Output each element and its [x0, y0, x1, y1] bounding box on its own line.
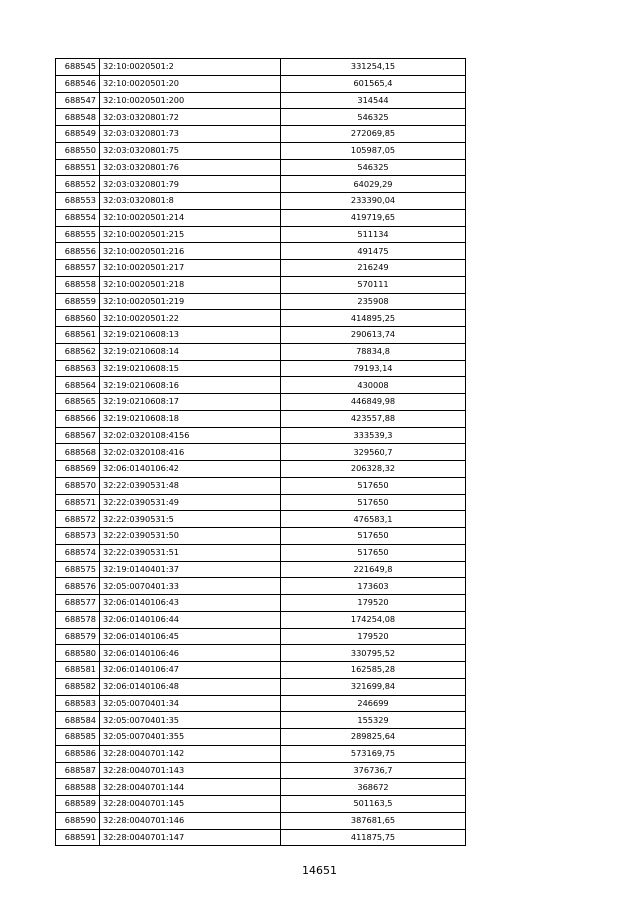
table-row [56, 578, 466, 595]
value-cell: 216249 [281, 260, 466, 277]
value-cell: 368672 [281, 779, 466, 796]
cadastral-number-cell: 32:28:0040701:144 [100, 779, 281, 796]
cadastral-number-cell: 32:02:0320108:4156 [100, 427, 281, 444]
table-row [56, 360, 466, 377]
cadastral-number-cell: 32:22:0390531:48 [100, 477, 281, 494]
cadastral-number-cell: 32:10:0020501:217 [100, 260, 281, 277]
cadastral-number-cell: 32:22:0390531:50 [100, 528, 281, 545]
table-row [56, 126, 466, 143]
row-number-cell: 688557 [56, 260, 100, 277]
value-cell: 206328,32 [281, 461, 466, 478]
table-row [56, 410, 466, 427]
table-row [56, 293, 466, 310]
table-row [56, 645, 466, 662]
row-number-cell: 688585 [56, 729, 100, 746]
value-cell: 105987,05 [281, 142, 466, 159]
cadastral-number-cell: 32:10:0020501:215 [100, 226, 281, 243]
row-number-cell: 688588 [56, 779, 100, 796]
table-row [56, 829, 466, 846]
cadastral-number-cell: 32:03:0320801:72 [100, 109, 281, 126]
value-cell: 419719,65 [281, 209, 466, 226]
cadastral-number-cell: 32:05:0070401:35 [100, 712, 281, 729]
row-number-cell: 688580 [56, 645, 100, 662]
cadastral-number-cell: 32:06:0140106:46 [100, 645, 281, 662]
table-row [56, 762, 466, 779]
row-number-cell: 688549 [56, 126, 100, 143]
cadastral-number-cell: 32:03:0320801:75 [100, 142, 281, 159]
value-cell: 376736,7 [281, 762, 466, 779]
cadastral-number-cell: 32:19:0210608:14 [100, 343, 281, 360]
cadastral-number-cell: 32:28:0040701:142 [100, 745, 281, 762]
cadastral-number-cell: 32:02:0320108:416 [100, 444, 281, 461]
value-cell: 517650 [281, 477, 466, 494]
row-number-cell: 688566 [56, 410, 100, 427]
row-number-cell: 688582 [56, 678, 100, 695]
table-row [56, 377, 466, 394]
cadastral-number-cell: 32:22:0390531:5 [100, 511, 281, 528]
value-cell: 517650 [281, 494, 466, 511]
row-number-cell: 688568 [56, 444, 100, 461]
data-table [55, 58, 466, 846]
value-cell: 546325 [281, 109, 466, 126]
row-number-cell: 688576 [56, 578, 100, 595]
table-row [56, 544, 466, 561]
table-row [56, 75, 466, 92]
table-row [56, 260, 466, 277]
row-number-cell: 688556 [56, 243, 100, 260]
row-number-cell: 688571 [56, 494, 100, 511]
row-number-cell: 688574 [56, 544, 100, 561]
row-number-cell: 688562 [56, 343, 100, 360]
row-number-cell: 688553 [56, 193, 100, 210]
table-row [56, 477, 466, 494]
row-number-cell: 688570 [56, 477, 100, 494]
table-row [56, 729, 466, 746]
table-row [56, 176, 466, 193]
cadastral-number-cell: 32:19:0140401:37 [100, 561, 281, 578]
table-row [56, 695, 466, 712]
cadastral-number-cell: 32:10:0020501:219 [100, 293, 281, 310]
row-number-cell: 688564 [56, 377, 100, 394]
row-number-cell: 688575 [56, 561, 100, 578]
cadastral-number-cell: 32:10:0020501:22 [100, 310, 281, 327]
row-number-cell: 688550 [56, 142, 100, 159]
cadastral-number-cell: 32:19:0210608:13 [100, 327, 281, 344]
row-number-cell: 688545 [56, 59, 100, 76]
table-row [56, 444, 466, 461]
cadastral-number-cell: 32:06:0140106:44 [100, 611, 281, 628]
value-cell: 79193,14 [281, 360, 466, 377]
table-row [56, 343, 466, 360]
value-cell: 64029,29 [281, 176, 466, 193]
cadastral-number-cell: 32:05:0070401:33 [100, 578, 281, 595]
cadastral-number-cell: 32:19:0210608:15 [100, 360, 281, 377]
table-row [56, 812, 466, 829]
value-cell: 155329 [281, 712, 466, 729]
cadastral-number-cell: 32:28:0040701:147 [100, 829, 281, 846]
cadastral-number-cell: 32:10:0020501:20 [100, 75, 281, 92]
value-cell: 570111 [281, 276, 466, 293]
table-row [56, 427, 466, 444]
table-row [56, 796, 466, 813]
table-row [56, 59, 466, 76]
row-number-cell: 688560 [56, 310, 100, 327]
value-cell: 78834,8 [281, 343, 466, 360]
cadastral-number-cell: 32:10:0020501:218 [100, 276, 281, 293]
value-cell: 162585,28 [281, 662, 466, 679]
value-cell: 517650 [281, 528, 466, 545]
value-cell: 233390,04 [281, 193, 466, 210]
table-row [56, 193, 466, 210]
table-row [56, 528, 466, 545]
row-number-cell: 688563 [56, 360, 100, 377]
row-number-cell: 688579 [56, 628, 100, 645]
value-cell: 246699 [281, 695, 466, 712]
row-number-cell: 688552 [56, 176, 100, 193]
row-number-cell: 688573 [56, 528, 100, 545]
row-number-cell: 688590 [56, 812, 100, 829]
cadastral-number-cell: 32:06:0140106:45 [100, 628, 281, 645]
value-cell: 333539,3 [281, 427, 466, 444]
cadastral-number-cell: 32:03:0320801:73 [100, 126, 281, 143]
value-cell: 601565,4 [281, 75, 466, 92]
value-cell: 511134 [281, 226, 466, 243]
page-number: 14651 [302, 864, 337, 877]
row-number-cell: 688583 [56, 695, 100, 712]
row-number-cell: 688589 [56, 796, 100, 813]
table-row [56, 712, 466, 729]
cadastral-number-cell: 32:05:0070401:34 [100, 695, 281, 712]
value-cell: 314544 [281, 92, 466, 109]
table-row [56, 394, 466, 411]
cadastral-number-cell: 32:06:0140106:43 [100, 595, 281, 612]
table-row [56, 109, 466, 126]
value-cell: 476583,1 [281, 511, 466, 528]
table-row [56, 243, 466, 260]
cadastral-number-cell: 32:22:0390531:49 [100, 494, 281, 511]
table-row [56, 461, 466, 478]
table-row [56, 209, 466, 226]
cadastral-number-cell: 32:28:0040701:146 [100, 812, 281, 829]
cadastral-number-cell: 32:28:0040701:143 [100, 762, 281, 779]
value-cell: 174254,08 [281, 611, 466, 628]
value-cell: 517650 [281, 544, 466, 561]
table-row [56, 779, 466, 796]
cadastral-number-cell: 32:10:0020501:200 [100, 92, 281, 109]
row-number-cell: 688555 [56, 226, 100, 243]
cadastral-number-cell: 32:19:0210608:18 [100, 410, 281, 427]
row-number-cell: 688577 [56, 595, 100, 612]
value-cell: 411875,75 [281, 829, 466, 846]
value-cell: 423557,88 [281, 410, 466, 427]
value-cell: 221649,8 [281, 561, 466, 578]
row-number-cell: 688554 [56, 209, 100, 226]
table-row [56, 494, 466, 511]
value-cell: 289825,64 [281, 729, 466, 746]
cadastral-number-cell: 32:19:0210608:16 [100, 377, 281, 394]
row-number-cell: 688547 [56, 92, 100, 109]
table-row [56, 310, 466, 327]
value-cell: 573169,75 [281, 745, 466, 762]
row-number-cell: 688559 [56, 293, 100, 310]
value-cell: 546325 [281, 159, 466, 176]
value-cell: 272069,85 [281, 126, 466, 143]
cadastral-number-cell: 32:05:0070401:355 [100, 729, 281, 746]
row-number-cell: 688565 [56, 394, 100, 411]
row-number-cell: 688569 [56, 461, 100, 478]
cadastral-number-cell: 32:10:0020501:216 [100, 243, 281, 260]
cadastral-number-cell: 32:10:0020501:214 [100, 209, 281, 226]
table-row [56, 745, 466, 762]
value-cell: 414895,25 [281, 310, 466, 327]
table-row [56, 662, 466, 679]
cadastral-number-cell: 32:10:0020501:2 [100, 59, 281, 76]
value-cell: 235908 [281, 293, 466, 310]
cadastral-number-cell: 32:03:0320801:8 [100, 193, 281, 210]
table-row [56, 327, 466, 344]
row-number-cell: 688578 [56, 611, 100, 628]
table-body [56, 59, 466, 846]
row-number-cell: 688591 [56, 829, 100, 846]
row-number-cell: 688567 [56, 427, 100, 444]
row-number-cell: 688587 [56, 762, 100, 779]
row-number-cell: 688581 [56, 662, 100, 679]
value-cell: 430008 [281, 377, 466, 394]
cadastral-number-cell: 32:22:0390531:51 [100, 544, 281, 561]
value-cell: 173603 [281, 578, 466, 595]
row-number-cell: 688548 [56, 109, 100, 126]
table-row [56, 611, 466, 628]
value-cell: 321699,84 [281, 678, 466, 695]
value-cell: 387681,65 [281, 812, 466, 829]
cadastral-number-cell: 32:19:0210608:17 [100, 394, 281, 411]
table-row [56, 226, 466, 243]
row-number-cell: 688586 [56, 745, 100, 762]
table-row [56, 628, 466, 645]
value-cell: 179520 [281, 628, 466, 645]
value-cell: 491475 [281, 243, 466, 260]
table-row [56, 92, 466, 109]
value-cell: 446849,98 [281, 394, 466, 411]
value-cell: 501163,5 [281, 796, 466, 813]
row-number-cell: 688551 [56, 159, 100, 176]
value-cell: 329560,7 [281, 444, 466, 461]
row-number-cell: 688558 [56, 276, 100, 293]
value-cell: 330795,52 [281, 645, 466, 662]
row-number-cell: 688546 [56, 75, 100, 92]
value-cell: 179520 [281, 595, 466, 612]
value-cell: 331254,15 [281, 59, 466, 76]
cadastral-number-cell: 32:06:0140106:48 [100, 678, 281, 695]
table-row [56, 595, 466, 612]
table-row [56, 159, 466, 176]
row-number-cell: 688561 [56, 327, 100, 344]
cadastral-number-cell: 32:03:0320801:79 [100, 176, 281, 193]
row-number-cell: 688584 [56, 712, 100, 729]
table-row [56, 142, 466, 159]
value-cell: 290613,74 [281, 327, 466, 344]
table-row [56, 561, 466, 578]
table-row [56, 511, 466, 528]
cadastral-number-cell: 32:06:0140106:47 [100, 662, 281, 679]
cadastral-number-cell: 32:28:0040701:145 [100, 796, 281, 813]
cadastral-number-cell: 32:03:0320801:76 [100, 159, 281, 176]
table-row [56, 678, 466, 695]
table-row [56, 276, 466, 293]
cadastral-number-cell: 32:06:0140106:42 [100, 461, 281, 478]
row-number-cell: 688572 [56, 511, 100, 528]
